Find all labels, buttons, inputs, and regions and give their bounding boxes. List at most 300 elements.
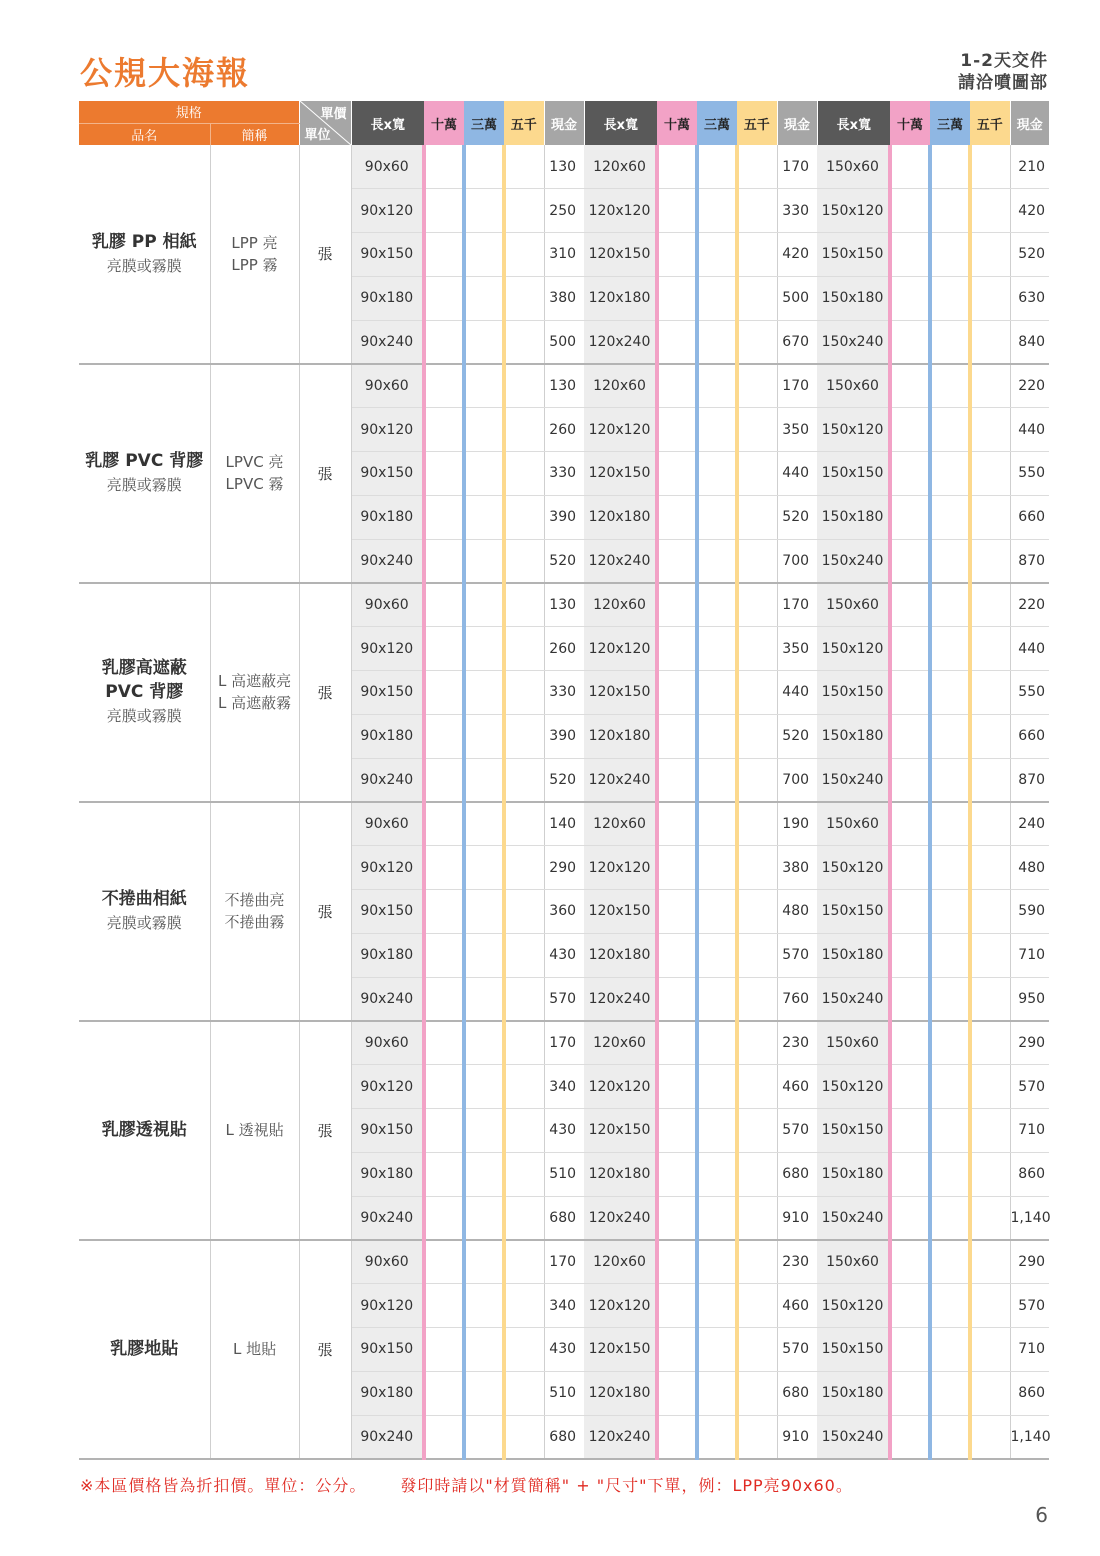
qty3-price-cell [504,1328,544,1372]
cash-header-1: 現金 [544,101,584,145]
product-header: 品名 [79,123,210,145]
size-cell: 120x60 [584,1021,657,1065]
product-name: 乳膠 PVC 背膠 [85,451,204,472]
size-cell: 150x60 [817,364,890,408]
qty2-price-cell [697,408,737,452]
size-cell: 150x240 [817,539,890,583]
cash-price-cell: 480 [777,890,817,934]
size-cell: 90x60 [351,802,424,846]
size-cell: 150x60 [817,802,890,846]
product-name-cell [79,802,210,1021]
cash-price-cell: 680 [777,1152,817,1196]
qty1-price-cell [890,145,930,189]
qty1-price-cell [424,933,464,977]
product-abbr-cell [210,1240,299,1459]
qty2-price-cell [697,846,737,890]
cash-price-cell: 440 [777,452,817,496]
qty2-price-cell [464,408,504,452]
size-cell: 90x240 [351,320,424,364]
qty1-price-cell [657,495,697,539]
cash-price-cell: 170 [544,1240,584,1284]
size-cell: 120x150 [584,1109,657,1153]
size-cell: 120x120 [584,846,657,890]
qty1-price-cell [657,1328,697,1372]
qty1-header-2: 十萬 [657,101,697,145]
size-cell: 90x180 [351,1371,424,1415]
qty2-price-cell [930,1284,970,1328]
qty2-price-cell [697,977,737,1021]
product-abbr-cell [210,802,299,1021]
size-cell: 120x180 [584,933,657,977]
qty3-price-cell [970,890,1010,934]
cash-price-cell: 230 [777,1021,817,1065]
qty1-price-cell [657,539,697,583]
cash-price-cell: 570 [777,933,817,977]
size-cell: 120x120 [584,408,657,452]
product-abbr: L 地貼 [232,1340,277,1359]
cash-price-cell: 660 [1010,495,1049,539]
qty2-price-cell [930,233,970,277]
qty1-price-cell [424,1065,464,1109]
qty1-price-cell [890,714,930,758]
qty3-price-cell [737,276,777,320]
qty3-price-cell [737,890,777,934]
cash-price-cell: 140 [544,802,584,846]
qty3-price-cell [504,802,544,846]
qty2-price-cell [697,714,737,758]
cash-price-cell: 170 [777,583,817,627]
qty3-price-cell [504,1240,544,1284]
qty2-price-cell [697,583,737,627]
cash-price-cell: 680 [544,1196,584,1240]
qty2-price-cell [697,627,737,671]
qty3-price-cell [737,539,777,583]
cash-price-cell: 570 [777,1328,817,1372]
qty2-price-cell [930,802,970,846]
product-abbr: LPVC 亮 [225,453,284,472]
qty3-price-cell [504,714,544,758]
cash-price-cell: 430 [544,1328,584,1372]
qty2-price-cell [464,933,504,977]
cash-price-cell: 520 [544,539,584,583]
unit-cell: 張 [299,802,351,1021]
size-cell: 90x150 [351,671,424,715]
qty1-price-cell [424,1240,464,1284]
qty3-price-cell [970,1415,1010,1459]
qty3-price-cell [504,671,544,715]
qty1-price-cell [657,233,697,277]
cash-price-cell: 860 [1010,1371,1049,1415]
footnote [80,1473,853,1496]
product-name-cell [79,145,210,364]
delivery-line-1: 1-2天交件 [960,51,1048,71]
size-cell: 90x60 [351,1240,424,1284]
cash-price-cell: 240 [1010,802,1049,846]
qty3-price-cell [737,1065,777,1109]
qty3-price-cell [737,1328,777,1372]
qty1-price-cell [424,1196,464,1240]
cash-price-cell: 290 [1010,1240,1049,1284]
product-abbr-cell [210,583,299,802]
size-cell: 90x60 [351,583,424,627]
product-abbr: 不捲曲霧 [224,913,285,932]
cash-price-cell: 630 [1010,276,1049,320]
cash-price-cell: 440 [1010,408,1049,452]
product-abbr-cell [210,145,299,364]
qty3-price-cell [970,1152,1010,1196]
qty1-price-cell [424,276,464,320]
cash-price-cell: 260 [544,408,584,452]
qty2-price-cell [697,1371,737,1415]
qty3-price-cell [504,452,544,496]
qty2-price-cell [930,1196,970,1240]
qty3-price-cell [504,583,544,627]
product-finish: 亮膜或霧膜 [106,914,182,933]
qty2-price-cell [464,1284,504,1328]
table-row [79,145,1049,189]
qty3-price-cell [504,1109,544,1153]
qty2-price-cell [464,802,504,846]
product-abbr: L 高遮蔽霧 [217,694,292,713]
qty1-price-cell [657,1196,697,1240]
qty2-price-cell [464,1065,504,1109]
qty3-price-cell [737,977,777,1021]
qty1-price-cell [657,364,697,408]
size-header-1: 長x寬 [351,101,424,145]
qty1-price-cell [424,714,464,758]
qty1-price-cell [424,627,464,671]
size-cell: 150x120 [817,846,890,890]
qty1-price-cell [424,1284,464,1328]
qty2-price-cell [697,758,737,802]
product-finish: 亮膜或霧膜 [106,707,182,726]
size-cell: 150x120 [817,627,890,671]
price-unit-header [299,101,351,145]
product-name-cell [79,364,210,583]
cash-price-cell: 760 [777,977,817,1021]
size-cell: 120x240 [584,758,657,802]
cash-price-cell: 380 [777,846,817,890]
qty3-price-cell [737,583,777,627]
qty2-price-cell [930,1152,970,1196]
cash-price-cell: 550 [1010,452,1049,496]
qty2-price-cell [697,671,737,715]
qty1-price-cell [424,1109,464,1153]
size-cell: 150x180 [817,933,890,977]
cash-price-cell: 420 [777,233,817,277]
cash-price-cell: 510 [544,1152,584,1196]
qty3-price-cell [737,233,777,277]
cash-price-cell: 1,140 [1010,1196,1049,1240]
qty1-price-cell [424,1021,464,1065]
qty1-price-cell [657,1065,697,1109]
qty3-price-cell [970,671,1010,715]
qty3-price-cell [737,1021,777,1065]
qty3-header-3: 五千 [970,101,1010,145]
qty3-price-cell [504,933,544,977]
cash-price-cell: 380 [544,276,584,320]
cash-price-cell: 710 [1010,1109,1049,1153]
qty3-price-cell [970,1371,1010,1415]
size-cell: 90x180 [351,933,424,977]
unit-cell: 張 [299,145,351,364]
size-cell: 90x240 [351,977,424,1021]
qty2-price-cell [697,320,737,364]
cash-price-cell: 310 [544,233,584,277]
cash-price-cell: 710 [1010,933,1049,977]
qty3-price-cell [737,495,777,539]
size-cell: 90x60 [351,364,424,408]
cash-price-cell: 420 [1010,189,1049,233]
product-abbr: LPP 亮 [231,233,278,252]
qty1-price-cell [657,890,697,934]
qty1-price-cell [657,1021,697,1065]
footnote-order-instruction: 發印時請以"材質簡稱" + "尺寸"下單，例：LPP亮90x60。 [400,1476,853,1495]
cash-price-cell: 520 [1010,233,1049,277]
price-header: 單價 [320,107,347,122]
qty3-price-cell [737,320,777,364]
qty3-price-cell [504,627,544,671]
qty2-price-cell [464,1328,504,1372]
qty1-price-cell [424,890,464,934]
cash-price-cell: 170 [777,145,817,189]
qty2-price-cell [464,890,504,934]
size-cell: 150x60 [817,145,890,189]
qty3-price-cell [970,495,1010,539]
cash-price-cell: 710 [1010,1328,1049,1372]
qty3-header-2: 五千 [737,101,777,145]
footnote-discount: ※本區價格皆為折扣價。單位：公分。 [80,1476,367,1495]
qty1-price-cell [890,1371,930,1415]
qty3-price-cell [504,846,544,890]
qty3-price-cell [970,627,1010,671]
size-cell: 90x180 [351,276,424,320]
qty3-price-cell [737,145,777,189]
qty1-price-cell [890,189,930,233]
size-cell: 150x150 [817,233,890,277]
qty3-price-cell [737,1196,777,1240]
qty3-price-cell [504,1284,544,1328]
qty3-price-cell [737,933,777,977]
qty2-price-cell [464,583,504,627]
size-cell: 90x180 [351,495,424,539]
qty2-price-cell [464,1152,504,1196]
qty3-price-cell [504,320,544,364]
qty2-header-2: 三萬 [697,101,737,145]
qty3-price-cell [737,758,777,802]
qty2-price-cell [930,539,970,583]
cash-price-cell: 340 [544,1284,584,1328]
qty2-price-cell [464,320,504,364]
qty1-price-cell [424,1371,464,1415]
qty2-price-cell [464,1196,504,1240]
qty2-price-cell [930,1371,970,1415]
cash-price-cell: 190 [777,802,817,846]
product-finish: 亮膜或霧膜 [106,476,182,495]
qty1-price-cell [890,758,930,802]
qty2-price-cell [930,714,970,758]
cash-price-cell: 210 [1010,145,1049,189]
qty1-price-cell [657,145,697,189]
qty1-price-cell [424,539,464,583]
cash-price-cell: 700 [777,539,817,583]
cash-price-cell: 590 [1010,890,1049,934]
size-cell: 120x180 [584,276,657,320]
qty3-price-cell [504,189,544,233]
cash-price-cell: 520 [544,758,584,802]
qty1-price-cell [657,758,697,802]
size-cell: 90x240 [351,1196,424,1240]
size-cell: 150x180 [817,714,890,758]
cash-price-cell: 330 [777,189,817,233]
qty2-price-cell [697,233,737,277]
cash-price-cell: 550 [1010,671,1049,715]
qty3-price-cell [970,539,1010,583]
size-cell: 90x240 [351,539,424,583]
qty1-price-cell [424,320,464,364]
qty3-price-cell [504,276,544,320]
qty2-price-cell [464,495,504,539]
size-cell: 90x180 [351,1152,424,1196]
size-cell: 120x180 [584,495,657,539]
qty1-price-cell [424,1415,464,1459]
qty2-price-cell [697,276,737,320]
size-cell: 150x120 [817,408,890,452]
qty1-price-cell [424,802,464,846]
qty3-price-cell [970,452,1010,496]
unit-header: 單位 [304,128,331,143]
size-cell: 120x60 [584,145,657,189]
qty1-price-cell [424,671,464,715]
size-cell: 90x150 [351,233,424,277]
qty3-price-cell [737,714,777,758]
qty3-price-cell [970,408,1010,452]
qty1-price-cell [890,583,930,627]
qty2-price-cell [464,364,504,408]
qty2-price-cell [930,408,970,452]
qty2-price-cell [930,1328,970,1372]
cash-price-cell: 350 [777,627,817,671]
qty1-price-cell [657,408,697,452]
qty3-price-cell [970,233,1010,277]
qty2-price-cell [697,1021,737,1065]
qty3-price-cell [970,276,1010,320]
qty1-price-cell [890,1021,930,1065]
qty2-price-cell [930,627,970,671]
qty2-price-cell [697,1065,737,1109]
size-cell: 120x240 [584,320,657,364]
qty2-price-cell [464,977,504,1021]
product-name-cell [79,1021,210,1240]
size-cell: 90x120 [351,408,424,452]
cash-price-cell: 130 [544,364,584,408]
size-cell: 90x150 [351,890,424,934]
cash-price-cell: 430 [544,933,584,977]
cash-price-cell: 170 [544,1021,584,1065]
page-title: 公規大海報 [80,54,251,92]
qty1-price-cell [657,671,697,715]
cash-price-cell: 460 [777,1065,817,1109]
qty1-price-cell [890,627,930,671]
size-cell: 90x150 [351,1109,424,1153]
cash-price-cell: 460 [777,1284,817,1328]
qty1-price-cell [890,320,930,364]
unit-cell: 張 [299,583,351,802]
table-row [79,1240,1049,1284]
size-cell: 90x120 [351,1065,424,1109]
qty2-price-cell [697,933,737,977]
qty1-price-cell [890,1196,930,1240]
qty3-price-cell [737,1284,777,1328]
qty1-price-cell [657,802,697,846]
qty1-price-cell [890,364,930,408]
qty2-price-cell [464,1109,504,1153]
qty2-price-cell [930,583,970,627]
qty3-price-cell [970,189,1010,233]
qty2-price-cell [697,1240,737,1284]
size-cell: 90x240 [351,1415,424,1459]
qty1-price-cell [657,276,697,320]
qty3-price-cell [504,539,544,583]
size-cell: 90x150 [351,1328,424,1372]
qty2-price-cell [697,1284,737,1328]
product-abbr: LPVC 霧 [225,475,284,494]
qty2-price-cell [930,1240,970,1284]
qty2-price-cell [697,189,737,233]
product-abbr-cell [210,364,299,583]
cash-price-cell: 840 [1010,320,1049,364]
qty2-price-cell [464,846,504,890]
qty2-price-cell [930,1415,970,1459]
qty3-price-cell [970,1240,1010,1284]
qty1-price-cell [890,1152,930,1196]
qty1-header-1: 十萬 [424,101,464,145]
qty1-price-cell [424,452,464,496]
cash-price-cell: 440 [1010,627,1049,671]
qty2-price-cell [464,714,504,758]
qty2-price-cell [930,933,970,977]
qty3-price-cell [504,1152,544,1196]
qty2-price-cell [464,452,504,496]
cash-price-cell: 870 [1010,758,1049,802]
qty3-price-cell [504,145,544,189]
qty2-price-cell [464,627,504,671]
qty3-price-cell [737,408,777,452]
product-abbr-cell [210,1021,299,1240]
qty2-price-cell [464,189,504,233]
size-cell: 150x180 [817,1152,890,1196]
qty3-price-cell [970,1021,1010,1065]
size-cell: 150x150 [817,1109,890,1153]
qty2-price-cell [930,846,970,890]
qty3-price-cell [970,714,1010,758]
qty2-price-cell [930,276,970,320]
cash-price-cell: 570 [777,1109,817,1153]
qty1-price-cell [890,495,930,539]
cash-price-cell: 170 [777,364,817,408]
size-cell: 150x240 [817,977,890,1021]
qty3-price-cell [737,1152,777,1196]
cash-price-cell: 220 [1010,364,1049,408]
qty3-price-cell [504,890,544,934]
qty1-price-cell [890,1284,930,1328]
size-cell: 150x180 [817,1371,890,1415]
qty3-price-cell [970,320,1010,364]
size-cell: 120x60 [584,364,657,408]
qty3-price-cell [504,1196,544,1240]
qty1-price-cell [890,802,930,846]
cash-price-cell: 570 [1010,1284,1049,1328]
